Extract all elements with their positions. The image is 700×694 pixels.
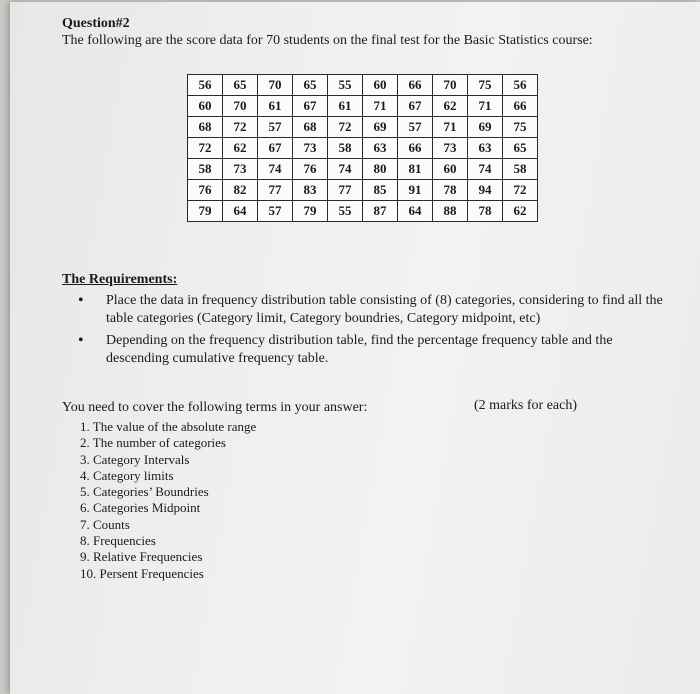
table-row [188, 75, 538, 96]
table-cell: 63 [468, 138, 503, 159]
table-cell: 71 [363, 96, 398, 117]
table-cell: 76 [293, 159, 328, 180]
table-cell: 62 [433, 96, 468, 117]
table-cell: 66 [398, 75, 433, 96]
table-cell: 62 [223, 138, 258, 159]
requirement-item [78, 332, 678, 368]
document-page [10, 2, 700, 694]
table-cell: 55 [328, 201, 363, 222]
table-cell: 70 [258, 75, 293, 96]
table-cell: 66 [503, 96, 538, 117]
table-cell: 71 [468, 96, 503, 117]
table-cell: 57 [258, 201, 293, 222]
table-row [188, 180, 538, 201]
table-cell: 58 [328, 138, 363, 159]
term-item: 7. Counts [80, 516, 130, 532]
score-data-table [187, 74, 538, 222]
table-cell: 70 [433, 75, 468, 96]
table-cell: 67 [398, 96, 433, 117]
table-cell: 67 [258, 138, 293, 159]
table-cell: 72 [188, 138, 223, 159]
table-cell: 60 [188, 96, 223, 117]
table-cell: 75 [503, 117, 538, 138]
table-cell: 61 [258, 96, 293, 117]
table-cell: 56 [503, 75, 538, 96]
table-cell: 64 [398, 201, 433, 222]
table-cell: 73 [223, 159, 258, 180]
table-cell: 61 [328, 96, 363, 117]
terms-intro: You need to cover the following terms in your answer: [62, 400, 368, 415]
table-cell: 73 [433, 138, 468, 159]
table-cell: 67 [293, 96, 328, 117]
table-cell: 65 [223, 75, 258, 96]
table-cell: 62 [503, 201, 538, 222]
table-cell: 75 [468, 75, 503, 96]
requirement-item [78, 292, 678, 328]
table-cell: 78 [433, 180, 468, 201]
table-cell: 77 [258, 180, 293, 201]
table-cell: 91 [398, 180, 433, 201]
table-cell: 56 [188, 75, 223, 96]
table-cell: 57 [398, 117, 433, 138]
table-cell: 60 [433, 159, 468, 180]
table-row [188, 117, 538, 138]
question-intro: The following are the score data for 70 students on the final test for the Basic Statistics course: [62, 33, 593, 48]
table-cell: 87 [363, 201, 398, 222]
table-cell: 77 [328, 180, 363, 201]
term-item: 4. Category limits [80, 467, 174, 483]
table-cell: 80 [363, 159, 398, 180]
table-cell: 70 [223, 96, 258, 117]
term-item: 9. Relative Frequencies [80, 549, 203, 565]
table-cell: 79 [293, 201, 328, 222]
table-cell: 58 [188, 159, 223, 180]
requirements-list [78, 292, 678, 372]
table-cell: 94 [468, 180, 503, 201]
table-cell: 65 [293, 75, 328, 96]
term-item: 1. The value of the absolute range [80, 419, 257, 434]
table-row [188, 159, 538, 180]
table-cell: 82 [223, 180, 258, 201]
marks-note: (2 marks for each) [474, 398, 578, 413]
table-cell: 63 [363, 138, 398, 159]
bullet-icon: • [78, 332, 84, 349]
table-cell: 81 [398, 159, 433, 180]
table-cell: 73 [293, 138, 328, 159]
term-item: 6. Categories Midpoint [80, 500, 201, 516]
table-cell: 57 [258, 117, 293, 138]
table-cell: 78 [468, 201, 503, 222]
table-cell: 60 [363, 75, 398, 96]
table-row [188, 201, 538, 222]
term-item: 2. The number of categories [80, 435, 226, 451]
requirement-text: Depending on the frequency distribution table, find the percentage frequency table and the descending cumulative frequency table. [106, 333, 613, 366]
table-cell: 72 [223, 117, 258, 138]
table-cell: 74 [328, 159, 363, 180]
table-row [188, 96, 538, 117]
term-item: 10. Persent Frequencies [80, 565, 204, 581]
table-cell: 72 [503, 180, 538, 201]
bullet-icon: • [78, 292, 84, 309]
table-cell: 65 [503, 138, 538, 159]
requirement-text: Place the data in frequency distribution table consisting of (8) categories, considering to find all the table categories (Category limit, Category boundries, Category midpoint, etc) [106, 293, 663, 326]
table-cell: 72 [328, 117, 363, 138]
table-cell: 79 [188, 201, 223, 222]
table-cell: 55 [328, 75, 363, 96]
table-row [188, 138, 538, 159]
table-cell: 68 [188, 117, 223, 138]
term-item: 3. Category Intervals [80, 451, 190, 467]
table-cell: 58 [503, 159, 538, 180]
table-cell: 66 [398, 138, 433, 159]
table-cell: 68 [293, 117, 328, 138]
terms-list [80, 419, 256, 582]
question-title: Question#2 [62, 16, 130, 31]
table-cell: 85 [363, 180, 398, 201]
table-cell: 74 [468, 159, 503, 180]
term-item: 5. Categories’ Boundries [80, 484, 209, 500]
table-cell: 69 [363, 117, 398, 138]
table-cell: 71 [433, 117, 468, 138]
table-cell: 74 [258, 159, 293, 180]
term-item: 8. Frequencies [80, 533, 156, 549]
table-cell: 83 [293, 180, 328, 201]
table-cell: 88 [433, 201, 468, 222]
requirements-heading: The Requirements: [62, 272, 178, 287]
table-cell: 69 [468, 117, 503, 138]
table-cell: 76 [188, 180, 223, 201]
table-cell: 64 [223, 201, 258, 222]
